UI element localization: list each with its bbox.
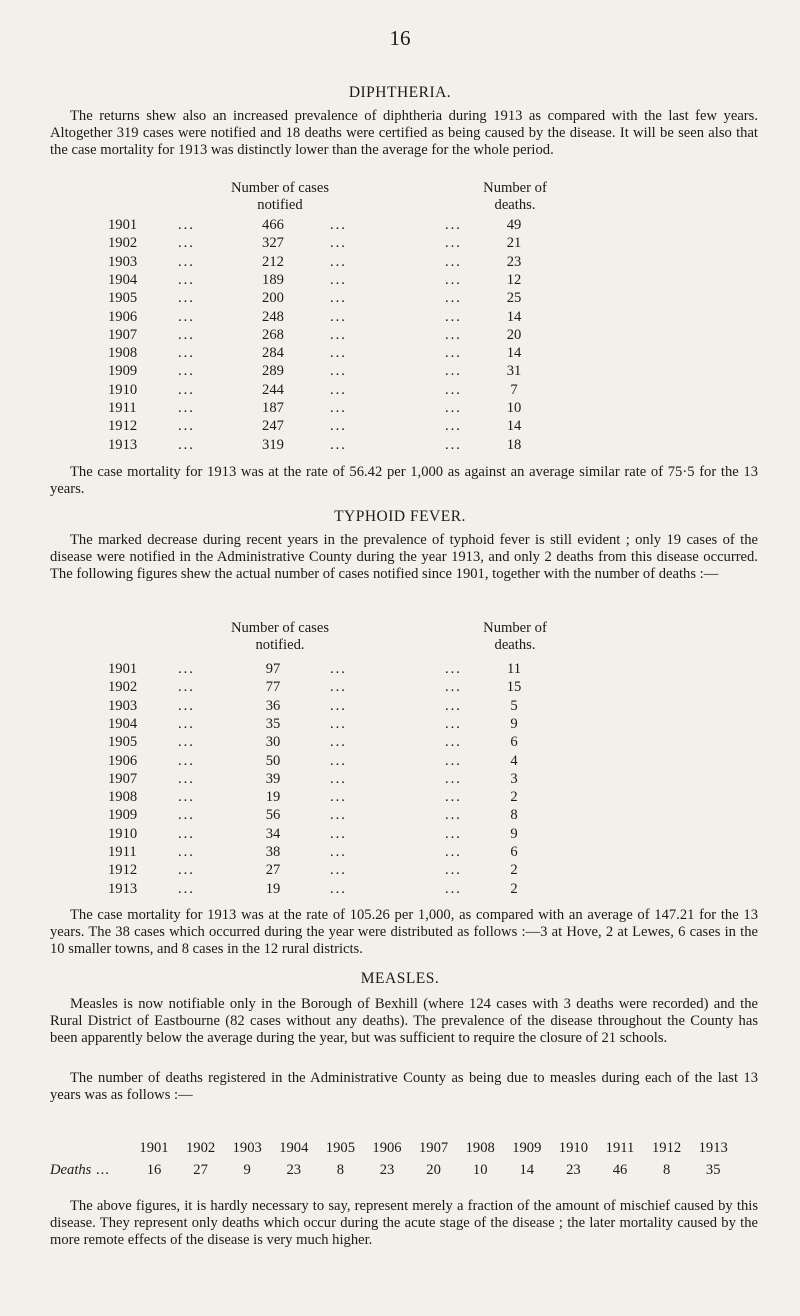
measles-year-cell: 1902	[186, 1140, 216, 1156]
leader-dots: ...	[330, 752, 347, 769]
typhoid-heading: TYPHOID FEVER.	[334, 508, 466, 525]
deaths-cell: 2	[510, 880, 518, 897]
measles-deaths-cell: 8	[336, 1162, 345, 1178]
leader-dots: ...	[330, 326, 347, 343]
deaths-cell: 3	[510, 770, 518, 787]
measles-deaths-label: Deaths	[50, 1162, 92, 1178]
cases-cell: 35	[265, 715, 281, 732]
table-row	[0, 234, 800, 252]
table-row	[0, 788, 800, 806]
leader-dots: ...	[445, 807, 462, 824]
deaths-cell: 25	[506, 290, 522, 307]
year-cell: 1911	[108, 844, 137, 860]
leader-dots: ...	[330, 679, 347, 696]
leader-dots: ...	[178, 807, 195, 824]
measles-year-cell: 1908	[465, 1140, 495, 1156]
leader-dots: ...	[445, 308, 462, 325]
measles-year-cell: 1907	[419, 1140, 449, 1156]
leader-dots: ...	[330, 862, 347, 879]
table-row	[0, 678, 800, 696]
table-row	[0, 399, 800, 417]
leader-dots: ...	[445, 418, 462, 435]
diphtheria-deaths-header: Number of deaths.	[483, 180, 547, 213]
year-cell: 1906	[108, 308, 138, 325]
leader-dots: ...	[178, 679, 195, 696]
measles-year-cell: 1904	[279, 1140, 309, 1156]
leader-dots: ...	[330, 789, 347, 806]
leader-dots: ...	[445, 844, 462, 860]
table-row	[0, 381, 800, 399]
measles-deaths-cell: 27	[193, 1162, 208, 1178]
deaths-cell: 11	[506, 661, 522, 677]
year-cell: 1907	[108, 326, 138, 343]
leader-dots: ...	[178, 880, 195, 897]
leader-dots: ...	[445, 253, 462, 270]
leader-dots: ...	[445, 271, 462, 288]
measles-heading: MEASLES.	[360, 970, 440, 987]
leader-dots: ...	[178, 752, 195, 769]
leader-dots: ...	[330, 880, 347, 897]
year-cell: 1904	[108, 715, 138, 732]
deaths-cell: 2	[510, 789, 518, 806]
cases-cell: 30	[265, 734, 281, 751]
table-row	[0, 733, 800, 751]
cases-cell: 19	[265, 789, 281, 806]
leader-dots: ...	[330, 345, 347, 362]
measles-deaths-cell: 20	[426, 1162, 441, 1178]
leader-dots: ...	[178, 734, 195, 751]
leader-dots: ...	[178, 253, 195, 270]
deaths-cell: 6	[510, 844, 518, 860]
cases-cell: 27	[265, 862, 281, 879]
measles-deaths-row	[0, 1162, 800, 1180]
deaths-cell: 10	[506, 400, 522, 416]
typhoid-cases-header: Number of cases notified.	[230, 620, 330, 653]
leader-dots: ...	[330, 253, 347, 270]
measles-year-cell: 1903	[232, 1140, 262, 1156]
cases-cell: 19	[265, 880, 281, 897]
year-cell: 1912	[108, 862, 138, 879]
cases-cell: 50	[265, 752, 281, 769]
leader-dots: ...	[178, 235, 195, 252]
year-cell: 1908	[108, 789, 138, 806]
measles-deaths-cell: 23	[566, 1162, 581, 1178]
measles-year-cell: 1905	[325, 1140, 355, 1156]
table-row	[0, 326, 800, 344]
year-cell: 1907	[108, 770, 138, 787]
leader-dots: ...	[178, 217, 195, 233]
deaths-cell: 6	[510, 734, 518, 751]
deaths-cell: 5	[510, 697, 518, 714]
table-row	[0, 289, 800, 307]
measles-year-cell: 1910	[558, 1140, 588, 1156]
leader-dots: ...	[178, 825, 195, 842]
year-cell: 1911	[108, 400, 137, 416]
deaths-cell: 9	[510, 825, 518, 842]
diphtheria-cases-header: Number of cases notified	[230, 180, 330, 213]
measles-year-cell: 1911	[605, 1140, 635, 1156]
year-cell: 1909	[108, 807, 138, 824]
table-row	[0, 436, 800, 454]
cases-cell: 268	[262, 326, 284, 343]
leader-dots: ...	[330, 363, 347, 380]
leader-dots: ...	[178, 697, 195, 714]
cases-cell: 244	[262, 381, 284, 398]
cases-cell: 284	[262, 345, 284, 362]
leader-dots: ...	[330, 715, 347, 732]
leader-dots: ...	[445, 770, 462, 787]
leader-dots: ...	[178, 271, 195, 288]
leader-dots: ...	[96, 1162, 110, 1178]
leader-dots: ...	[178, 844, 195, 860]
deaths-cell: 21	[506, 235, 522, 252]
cases-cell: 39	[265, 770, 281, 787]
measles-deaths-cell: 10	[472, 1162, 488, 1178]
year-cell: 1909	[108, 363, 138, 380]
leader-dots: ...	[445, 715, 462, 732]
leader-dots: ...	[178, 418, 195, 435]
leader-dots: ...	[178, 363, 195, 380]
deaths-cell: 2	[510, 862, 518, 879]
leader-dots: ...	[445, 789, 462, 806]
table-row	[0, 216, 800, 234]
measles-paragraph-1: Measles is now notifiable only in the Borough of Bexhill (where 124 cases with 3 deaths were recorded) and the Rural District of Eastbourne (82 cases without any deaths). The prevalence of the disease throughout the County has been apparently below the average during the year, but was sufficient to require the closure of 21 schools.	[50, 996, 758, 1047]
cases-cell: 248	[262, 308, 284, 325]
diphtheria-intro: The returns shew also an increased prevalence of diphtheria during 1913 as compared with the last few years. Altogether 319 cases were notified and 18 deaths were certified as being caused by the disease. It will be seen also that the case mortality for 1913 was distinctly lower than the average for the whole period.	[50, 108, 758, 159]
leader-dots: ...	[445, 326, 462, 343]
cases-cell: 77	[265, 679, 281, 696]
year-cell: 1912	[108, 418, 138, 435]
leader-dots: ...	[330, 661, 347, 677]
measles-year-cell: 1909	[512, 1140, 542, 1156]
leader-dots: ...	[330, 418, 347, 435]
measles-deaths-cell: 9	[243, 1162, 251, 1178]
measles-year-cell: 1901	[139, 1140, 169, 1156]
table-row	[0, 697, 800, 715]
leader-dots: ...	[330, 844, 347, 860]
leader-dots: ...	[445, 679, 462, 696]
year-cell: 1902	[108, 235, 138, 252]
table-row	[0, 308, 800, 326]
measles-paragraph-3: The above figures, it is hardly necessary to say, represent merely a fraction of the amount of mischief caused by this disease. They represent only deaths which occur during the acute stage of the disease ; the later mortality caused by the more remote effects of the disease is very much higher.	[50, 1198, 758, 1249]
year-cell: 1901	[108, 217, 138, 233]
leader-dots: ...	[445, 880, 462, 897]
leader-dots: ...	[178, 381, 195, 398]
year-cell: 1903	[108, 253, 138, 270]
cases-cell: 247	[262, 418, 284, 435]
deaths-cell: 18	[506, 436, 522, 453]
deaths-cell: 14	[506, 418, 522, 435]
year-cell: 1913	[108, 880, 138, 897]
leader-dots: ...	[178, 400, 195, 416]
deaths-cell: 15	[506, 679, 522, 696]
measles-years-row	[0, 1140, 800, 1158]
cases-cell: 97	[265, 661, 281, 677]
deaths-cell: 14	[506, 345, 522, 362]
table-row	[0, 362, 800, 380]
leader-dots: ...	[445, 217, 462, 233]
typhoid-intro: The marked decrease during recent years in the prevalence of typhoid fever is still evident ; only 19 cases of the disease were notified in the Administrative County during the year 1913, and only 2 deaths from this disease occurred. The following figures shew the actual number of cases notified since 1901, together with the number of deaths :—	[50, 532, 758, 583]
leader-dots: ...	[445, 345, 462, 362]
typhoid-conclusion: The case mortality for 1913 was at the rate of 105.26 per 1,000, as compared with an average of 147.21 for the 13 years. The 38 cases which occurred during the year were distributed as follows :—3 at Hove, 2 at Lewes, 6 cases in the 10 smaller towns, and 8 cases in the 12 rural districts.	[50, 907, 758, 958]
leader-dots: ...	[445, 661, 462, 677]
year-cell: 1902	[108, 679, 138, 696]
measles-year-cell: 1906	[372, 1140, 402, 1156]
leader-dots: ...	[330, 734, 347, 751]
measles-deaths-cell: 35	[705, 1162, 721, 1178]
table-row	[0, 253, 800, 271]
year-cell: 1910	[108, 825, 138, 842]
leader-dots: ...	[178, 715, 195, 732]
leader-dots: ...	[178, 308, 195, 325]
leader-dots: ...	[445, 290, 462, 307]
leader-dots: ...	[445, 436, 462, 453]
typhoid-deaths-header: Number of deaths.	[483, 620, 547, 653]
year-cell: 1904	[108, 271, 138, 288]
leader-dots: ...	[178, 290, 195, 307]
table-row	[0, 660, 800, 678]
deaths-cell: 49	[506, 217, 522, 233]
cases-cell: 466	[262, 217, 284, 233]
measles-deaths-cell: 23	[379, 1162, 395, 1178]
table-row	[0, 344, 800, 362]
leader-dots: ...	[178, 661, 195, 677]
diphtheria-conclusion: The case mortality for 1913 was at the rate of 56.42 per 1,000 as against an average similar rate of 75·5 for the 13 years.	[50, 464, 758, 498]
measles-deaths-cell: 8	[662, 1162, 671, 1178]
leader-dots: ...	[330, 235, 347, 252]
measles-year-cell: 1913	[698, 1140, 728, 1156]
diphtheria-heading: DIPHTHERIA.	[348, 84, 452, 101]
year-cell: 1903	[108, 697, 138, 714]
table-row	[0, 770, 800, 788]
table-row	[0, 861, 800, 879]
leader-dots: ...	[445, 825, 462, 842]
leader-dots: ...	[445, 734, 462, 751]
deaths-cell: 14	[506, 308, 522, 325]
leader-dots: ...	[445, 363, 462, 380]
leader-dots: ...	[330, 436, 347, 453]
table-row	[0, 825, 800, 843]
leader-dots: ...	[178, 789, 195, 806]
deaths-cell: 9	[510, 715, 518, 732]
cases-cell: 36	[265, 697, 281, 714]
measles-paragraph-2: The number of deaths registered in the Administrative County as being due to measles during each of the last 13 years was as follows :—	[50, 1070, 758, 1104]
measles-deaths-cell: 23	[286, 1162, 302, 1178]
deaths-cell: 7	[510, 381, 518, 398]
leader-dots: ...	[330, 308, 347, 325]
page-number: 16	[389, 26, 411, 50]
year-cell: 1906	[108, 752, 138, 769]
leader-dots: ...	[445, 862, 462, 879]
leader-dots: ...	[445, 697, 462, 714]
leader-dots: ...	[330, 807, 347, 824]
deaths-cell: 4	[510, 752, 518, 769]
year-cell: 1905	[108, 734, 138, 751]
leader-dots: ...	[330, 217, 347, 233]
leader-dots: ...	[330, 381, 347, 398]
cases-cell: 327	[262, 235, 284, 252]
year-cell: 1901	[108, 661, 138, 677]
leader-dots: ...	[178, 345, 195, 362]
leader-dots: ...	[330, 271, 347, 288]
year-cell: 1905	[108, 290, 138, 307]
table-row	[0, 843, 800, 861]
leader-dots: ...	[445, 235, 462, 252]
cases-cell: 56	[265, 807, 281, 824]
deaths-cell: 23	[506, 253, 522, 270]
deaths-cell: 31	[506, 363, 522, 380]
leader-dots: ...	[445, 752, 462, 769]
table-row	[0, 752, 800, 770]
deaths-cell: 12	[506, 271, 522, 288]
leader-dots: ...	[178, 862, 195, 879]
cases-cell: 189	[262, 271, 284, 288]
table-row	[0, 880, 800, 898]
measles-deaths-cell: 16	[146, 1162, 162, 1178]
cases-cell: 38	[265, 844, 281, 860]
deaths-cell: 20	[506, 326, 522, 343]
deaths-cell: 8	[510, 807, 518, 824]
cases-cell: 200	[262, 290, 284, 307]
leader-dots: ...	[445, 381, 462, 398]
leader-dots: ...	[178, 326, 195, 343]
leader-dots: ...	[178, 770, 195, 787]
year-cell: 1910	[108, 381, 138, 398]
leader-dots: ...	[330, 697, 347, 714]
table-row	[0, 806, 800, 824]
cases-cell: 212	[262, 253, 284, 270]
measles-deaths-cell: 46	[612, 1162, 628, 1178]
cases-cell: 34	[265, 825, 281, 842]
leader-dots: ...	[330, 825, 347, 842]
leader-dots: ...	[330, 770, 347, 787]
table-row	[0, 715, 800, 733]
leader-dots: ...	[330, 400, 347, 416]
cases-cell: 187	[262, 400, 284, 416]
leader-dots: ...	[178, 436, 195, 453]
cases-cell: 319	[262, 436, 284, 453]
leader-dots: ...	[330, 290, 347, 307]
leader-dots: ...	[445, 400, 462, 416]
year-cell: 1913	[108, 436, 138, 453]
measles-year-cell: 1912	[652, 1140, 682, 1156]
measles-deaths-cell: 14	[519, 1162, 535, 1178]
table-row	[0, 417, 800, 435]
table-row	[0, 271, 800, 289]
year-cell: 1908	[108, 345, 138, 362]
cases-cell: 289	[262, 363, 284, 380]
